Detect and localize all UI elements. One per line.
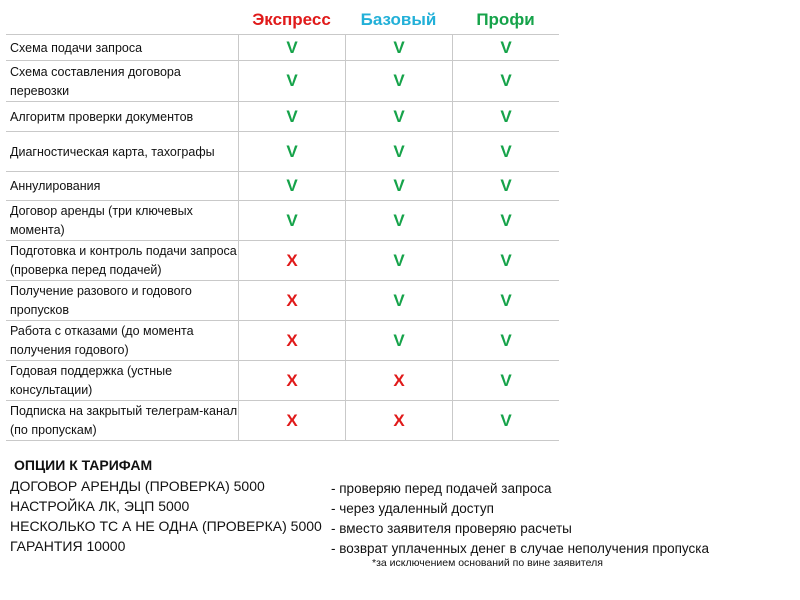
excluded-mark: X xyxy=(238,281,345,320)
feature-label: Подготовка и контроль подачи запроса (проверка перед подачей) xyxy=(10,244,237,277)
included-mark: V xyxy=(452,102,559,131)
option-item: НАСТРОЙКА ЛК, ЭЦП 5000 xyxy=(10,498,190,514)
included-mark: V xyxy=(452,35,559,60)
excluded-mark: X xyxy=(238,361,345,400)
table-row xyxy=(6,201,559,241)
included-mark: V xyxy=(345,102,452,131)
included-mark: V xyxy=(345,35,452,60)
excluded-mark: X xyxy=(345,361,452,400)
option-note: - через удаленный доступ xyxy=(331,501,494,516)
table-row xyxy=(6,361,559,401)
included-mark: V xyxy=(345,281,452,320)
included-mark: V xyxy=(345,321,452,360)
plan-header-express: Экспресс xyxy=(252,10,331,29)
tariff-comparison-table xyxy=(6,6,559,441)
table-header xyxy=(6,6,559,34)
included-mark: V xyxy=(238,172,345,200)
options-title: ОПЦИИ К ТАРИФАМ xyxy=(14,457,153,473)
feature-label: Схема подачи запроса xyxy=(10,40,143,55)
included-mark: V xyxy=(452,321,559,360)
excluded-mark: X xyxy=(345,401,452,440)
table-body xyxy=(6,34,559,441)
included-mark: V xyxy=(452,132,559,171)
included-mark: V xyxy=(238,132,345,171)
table-row xyxy=(6,321,559,361)
table-row xyxy=(6,132,559,172)
tariff-options xyxy=(10,457,322,556)
included-mark: V xyxy=(452,401,559,440)
excluded-mark: X xyxy=(238,321,345,360)
plan-header-pro: Профи xyxy=(476,10,535,29)
footnote: *за исключением оснований по вине заявителя xyxy=(372,557,603,569)
option-notes xyxy=(331,479,709,559)
included-mark: V xyxy=(452,61,559,101)
included-mark: V xyxy=(452,241,559,280)
included-mark: V xyxy=(452,172,559,200)
feature-label: Подписка на закрытый телеграм-канал (по пропускам) xyxy=(10,404,238,437)
included-mark: V xyxy=(345,132,452,171)
excluded-mark: X xyxy=(238,241,345,280)
included-mark: V xyxy=(238,201,345,240)
option-note: - вместо заявителя проверяю расчеты xyxy=(331,521,572,536)
feature-label: Договор аренды (три ключевых момента) xyxy=(10,204,193,237)
option-note: - возврат уплаченных денег в случае неполучения пропуска xyxy=(331,541,709,556)
included-mark: V xyxy=(345,241,452,280)
included-mark: V xyxy=(452,201,559,240)
option-item: ГАРАНТИЯ 10000 xyxy=(10,538,126,554)
table-row xyxy=(6,281,559,321)
feature-label: Схема составления договора перевозки xyxy=(10,64,181,98)
table-row xyxy=(6,241,559,281)
included-mark: V xyxy=(238,102,345,131)
feature-label: Аннулирования xyxy=(10,179,101,193)
excluded-mark: X xyxy=(238,401,345,440)
included-mark: V xyxy=(452,361,559,400)
included-mark: V xyxy=(238,35,345,60)
option-note: - проверяю перед подачей запроса xyxy=(331,481,552,496)
feature-label: Диагностическая карта, тахографы xyxy=(10,144,215,159)
feature-label: Годовая поддержка (устные консультации) xyxy=(10,364,173,397)
feature-label: Алгоритм проверки документов xyxy=(10,109,194,124)
table-row xyxy=(6,401,559,441)
included-mark: V xyxy=(238,61,345,101)
included-mark: V xyxy=(345,61,452,101)
table-row xyxy=(6,61,559,102)
included-mark: V xyxy=(345,172,452,200)
table-row xyxy=(6,34,559,61)
feature-label: Получение разового и годового пропусков xyxy=(10,284,192,317)
included-mark: V xyxy=(452,281,559,320)
included-mark: V xyxy=(345,201,452,240)
feature-label: Работа с отказами (до момента получения годового) xyxy=(10,324,194,357)
table-row xyxy=(6,172,559,201)
plan-header-basic: Базовый xyxy=(360,10,437,29)
table-row xyxy=(6,102,559,132)
option-item: ДОГОВОР АРЕНДЫ (ПРОВЕРКА) 5000 xyxy=(10,478,265,494)
option-item: НЕСКОЛЬКО ТС А НЕ ОДНА (ПРОВЕРКА) 5000 xyxy=(10,518,322,534)
